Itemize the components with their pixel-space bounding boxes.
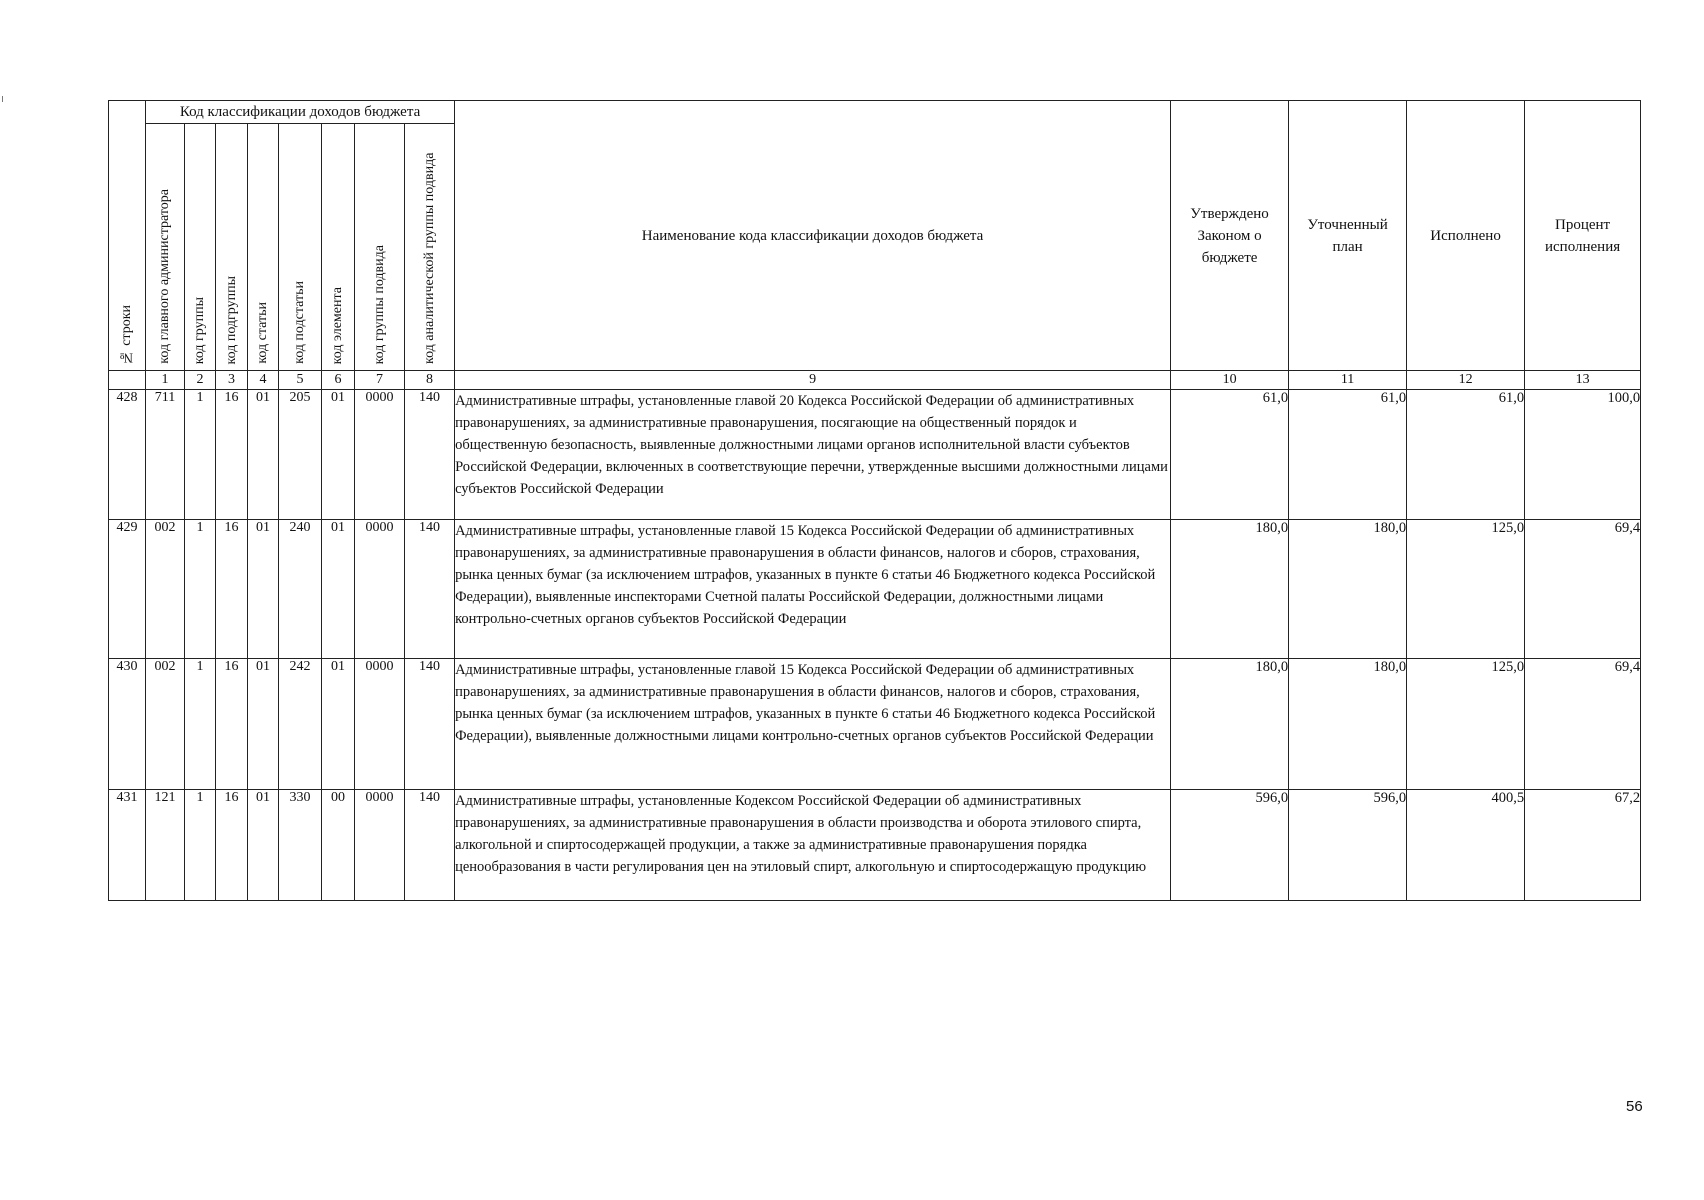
element-code-header — [322, 124, 355, 371]
subarticle-code-cell: 330 — [279, 790, 322, 901]
subarticle-code-cell: 240 — [279, 520, 322, 659]
subgroup-code-header — [216, 124, 248, 371]
refined-amount-cell: 596,0 — [1289, 790, 1407, 901]
executed-amount-cell: 61,0 — [1407, 390, 1525, 520]
article-code-cell: 01 — [248, 520, 279, 659]
admin-code-cell: 121 — [146, 790, 185, 901]
subarticle-code-cell: 205 — [279, 390, 322, 520]
subtype-group-code-cell: 0000 — [355, 390, 405, 520]
group-code-cell: 1 — [185, 520, 216, 659]
table-row — [109, 659, 1641, 790]
analytic-group-code-cell: 140 — [405, 790, 455, 901]
row-number-cell: 429 — [109, 520, 146, 659]
column-number-cell — [109, 371, 146, 390]
group-code-header-label: код группы — [192, 296, 207, 364]
column-number-cell: 10 — [1171, 371, 1289, 390]
row-number-cell: 431 — [109, 790, 146, 901]
revenue-name-cell: Административные штрафы, установленные главой 15 Кодекса Российской Федерации об административных правонарушениях, за административные правонарушения в области финансов, налогов и сборов, страхования, рынка ценных бумаг (за исключением штрафов, указанных в пункте 6 статьи 46 Бюджетного кодекса Российской Федерации), выявленные инспекторами Счетной палаты Российской Федерации, должностными лицами контрольно-счетных органов субъектов Российской Федерации — [455, 520, 1171, 659]
refined-amount-cell: 180,0 — [1289, 520, 1407, 659]
article-code-cell: 01 — [248, 790, 279, 901]
admin-code-cell: 711 — [146, 390, 185, 520]
admin-code-header — [146, 124, 185, 371]
refined-plan-header-label: Уточненный план — [1307, 216, 1388, 255]
element-code-cell: 01 — [322, 659, 355, 790]
code-group-header: Код классификации доходов бюджета — [146, 101, 455, 124]
percent-cell: 67,2 — [1525, 790, 1641, 901]
executed-header: Исполнено — [1407, 101, 1525, 371]
approved-header-label: Утверждено Законом о бюджете — [1190, 205, 1269, 266]
refined-plan-header — [1289, 101, 1407, 371]
group-code-header — [185, 124, 216, 371]
analytic-group-code-header-label: код аналитической группы подвида — [421, 152, 437, 364]
row-number-cell: 430 — [109, 659, 146, 790]
admin-code-cell: 002 — [146, 520, 185, 659]
approved-amount-cell: 596,0 — [1171, 790, 1289, 901]
subtype-group-code-cell: 0000 — [355, 790, 405, 901]
column-number-cell: 8 — [405, 371, 455, 390]
article-code-header-label: код статьи — [255, 302, 270, 364]
percent-cell: 69,4 — [1525, 520, 1641, 659]
analytic-group-code-cell: 140 — [405, 390, 455, 520]
article-code-cell: 01 — [248, 390, 279, 520]
executed-amount-cell: 125,0 — [1407, 520, 1525, 659]
scan-mark — [2, 96, 3, 102]
page-number: 56 — [1626, 1098, 1643, 1115]
subarticle-code-cell: 242 — [279, 659, 322, 790]
subtype-group-code-cell: 0000 — [355, 659, 405, 790]
subgroup-code-cell: 16 — [216, 790, 248, 901]
analytic-group-code-cell: 140 — [405, 659, 455, 790]
row-number-header-label: № строки — [119, 304, 134, 364]
element-code-cell: 01 — [322, 520, 355, 659]
column-number-cell: 13 — [1525, 371, 1641, 390]
name-header: Наименование кода классификации доходов бюджета — [455, 101, 1171, 371]
element-code-cell: 01 — [322, 390, 355, 520]
subtype-group-code-header-label: код группы подвида — [371, 244, 387, 364]
revenue-name-cell: Административные штрафы, установленные Кодексом Российской Федерации об административных правонарушениях, за административные правонарушения в области производства и оборота этилового спирта, алкогольной и спиртосодержащей продукции, а также за административные правонарушения порядка ценообразования в части регулирования цен на этиловый спирт, алкогольную и спиртосодержащую продукцию — [455, 790, 1171, 901]
subgroup-code-cell: 16 — [216, 390, 248, 520]
analytic-group-code-cell: 140 — [405, 520, 455, 659]
subtype-group-code-header — [355, 124, 405, 371]
element-code-header-label: код элемента — [330, 286, 345, 364]
subarticle-code-header-label: код подстатьи — [292, 281, 307, 364]
column-number-cell: 6 — [322, 371, 355, 390]
subgroup-code-cell: 16 — [216, 659, 248, 790]
percent-cell: 100,0 — [1525, 390, 1641, 520]
element-code-cell: 00 — [322, 790, 355, 901]
row-number-header — [109, 101, 146, 371]
column-number-cell: 2 — [185, 371, 216, 390]
column-number-cell: 11 — [1289, 371, 1407, 390]
executed-amount-cell: 400,5 — [1407, 790, 1525, 901]
table-row — [109, 520, 1641, 659]
analytic-group-code-header — [405, 124, 455, 371]
percent-cell: 69,4 — [1525, 659, 1641, 790]
table-row — [109, 790, 1641, 901]
group-code-cell: 1 — [185, 659, 216, 790]
revenue-name-cell: Административные штрафы, установленные главой 20 Кодекса Российской Федерации об административных правонарушениях, за административные правонарушения, посягающие на общественный порядок и общественную безопасность, выявленные должностными лицами органов исполнительной власти субъектов Российской Федерации, включенных в соответствующие перечни, утвержденные высшими должностными лицами субъектов Российской Федерации — [455, 390, 1171, 520]
article-code-cell: 01 — [248, 659, 279, 790]
revenue-name-cell: Административные штрафы, установленные главой 15 Кодекса Российской Федерации об административных правонарушениях, за административные правонарушения в области финансов, налогов и сборов, страхования, рынка ценных бумаг (за исключением штрафов, указанных в пункте 6 статьи 46 Бюджетного кодекса Российской Федерации), выявленные должностными лицами контрольно-счетных органов субъектов Российской Федерации — [455, 659, 1171, 790]
approved-amount-cell: 180,0 — [1171, 659, 1289, 790]
refined-amount-cell: 61,0 — [1289, 390, 1407, 520]
column-number-cell: 3 — [216, 371, 248, 390]
subtype-group-code-cell: 0000 — [355, 520, 405, 659]
column-number-cell: 4 — [248, 371, 279, 390]
budget-revenue-table — [108, 100, 1641, 901]
column-number-cell: 9 — [455, 371, 1171, 390]
subarticle-code-header — [279, 124, 322, 371]
refined-amount-cell: 180,0 — [1289, 659, 1407, 790]
header-row-top — [109, 101, 1641, 124]
admin-code-cell: 002 — [146, 659, 185, 790]
group-code-cell: 1 — [185, 790, 216, 901]
percent-header-label: Процент исполнения — [1544, 216, 1621, 255]
subgroup-code-header-label: код подгруппы — [223, 275, 239, 364]
subgroup-code-cell: 16 — [216, 520, 248, 659]
admin-code-header-label: код главного администратора — [157, 189, 172, 364]
percent-header — [1525, 101, 1641, 371]
group-code-cell: 1 — [185, 390, 216, 520]
approved-amount-cell: 180,0 — [1171, 520, 1289, 659]
approved-header — [1171, 101, 1289, 371]
executed-amount-cell: 125,0 — [1407, 659, 1525, 790]
column-number-cell: 5 — [279, 371, 322, 390]
table-row — [109, 390, 1641, 520]
column-number-row — [109, 371, 1641, 390]
article-code-header — [248, 124, 279, 371]
column-number-cell: 1 — [146, 371, 185, 390]
approved-amount-cell: 61,0 — [1171, 390, 1289, 520]
column-number-cell: 7 — [355, 371, 405, 390]
column-number-cell: 12 — [1407, 371, 1525, 390]
row-number-cell: 428 — [109, 390, 146, 520]
